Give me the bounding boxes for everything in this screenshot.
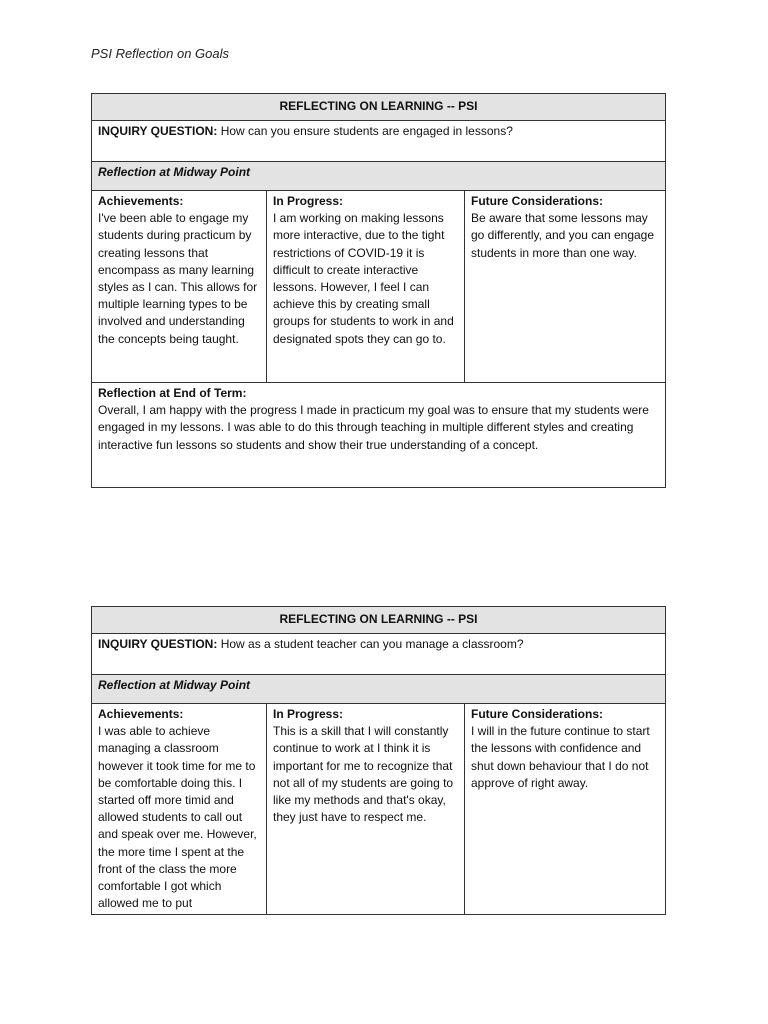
future-considerations-text: I will in the future continue to start the lessons with confidence and shut down behaviour that I do not approve of right away. — [471, 724, 650, 790]
inquiry-question-label: INQUIRY QUESTION: — [98, 637, 218, 651]
in-progress-cell — [267, 704, 465, 915]
achievements-label: Achievements: — [98, 194, 184, 208]
inquiry-question-text: How as a student teacher can you manage a classroom? — [220, 637, 524, 651]
future-considerations-label: Future Considerations: — [471, 707, 604, 721]
future-considerations-text: Be aware that some lessons may go differently, and you can engage students in more than one way. — [471, 211, 655, 260]
end-of-term-text: Overall, I am happy with the progress I made in practicum my goal was to ensure that my students were engaged in my lessons. I was able to do this through teaching in multiple different styles and creating interactive fun lessons so students and show their true understanding of a concept. — [98, 403, 649, 452]
document-header: PSI Reflection on Goals — [91, 46, 230, 61]
inquiry-question-cell — [92, 121, 666, 162]
in-progress-cell — [267, 191, 465, 383]
midway-point-heading: Reflection at Midway Point — [92, 675, 666, 704]
table-title: REFLECTING ON LEARNING -- PSI — [92, 94, 666, 121]
future-considerations-label: Future Considerations: — [471, 194, 604, 208]
table-title: REFLECTING ON LEARNING -- PSI — [92, 607, 666, 634]
reflection-table-1 — [91, 93, 666, 488]
reflection-table-2 — [91, 606, 666, 915]
in-progress-text: This is a skill that I will constantly continue to work at I think it is important for me to recognize that not all of my students are going to like my methods and that's okay, they just have to respect me. — [273, 724, 454, 825]
achievements-cell — [92, 191, 267, 383]
achievements-cell — [92, 704, 267, 915]
future-considerations-cell — [465, 191, 666, 383]
inquiry-question-text: How can you ensure students are engaged in lessons? — [220, 124, 513, 138]
in-progress-text: I am working on making lessons more interactive, due to the tight restrictions of COVID-19 it is difficult to create interactive lessons. However, I feel I can achieve this by creating small groups for students to work in and designated spots they can go to. — [273, 211, 454, 346]
future-considerations-cell — [465, 704, 666, 915]
inquiry-question-label: INQUIRY QUESTION: — [98, 124, 218, 138]
in-progress-label: In Progress: — [273, 707, 344, 721]
achievements-text: I was able to achieve managing a classroom however it took time for me to be comfortable doing this. I started off more timid and allowed students to call out and speak over me. However, the more time I spent at the front of the class the more comfortable I got which allowed me to put — [98, 724, 257, 911]
inquiry-question-cell — [92, 634, 666, 675]
achievements-label: Achievements: — [98, 707, 184, 721]
achievements-text: I've been able to engage my students during practicum by creating lessons that encompass as many learning styles as I can. This allows for multiple learning types to be involved and understanding the concepts being taught. — [98, 211, 258, 346]
end-of-term-label: Reflection at End of Term: — [98, 386, 247, 400]
midway-point-heading: Reflection at Midway Point — [92, 162, 666, 191]
in-progress-label: In Progress: — [273, 194, 344, 208]
end-of-term-cell — [92, 383, 666, 488]
